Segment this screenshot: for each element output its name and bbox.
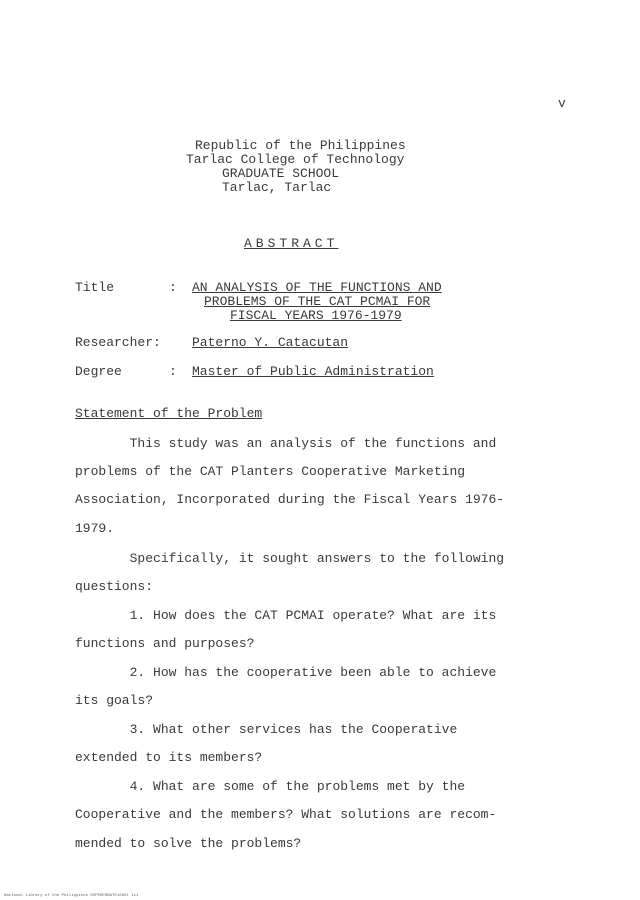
title-value-line-1: AN ANALYSIS OF THE FUNCTIONS AND	[192, 280, 442, 295]
body-line: 1979.	[75, 521, 115, 536]
body-line: Cooperative and the members? What solutions are recom-	[75, 807, 497, 822]
title-colon: :	[169, 280, 177, 295]
body-line: mended to solve the problems?	[75, 836, 302, 851]
researcher-value: Paterno Y. Catacutan	[192, 335, 349, 350]
section-title: Statement of the Problem	[75, 406, 263, 421]
header-line-2: Tarlac College of Technology	[186, 152, 405, 167]
degree-label: Degree	[75, 364, 122, 379]
researcher-label: Researcher:	[75, 335, 161, 350]
header-line-3: GRADUATE SCHOOL	[222, 166, 340, 181]
body-line: 2. How has the cooperative been able to achieve	[75, 665, 497, 680]
body-line: 1. How does the CAT PCMAI operate? What are its	[75, 608, 497, 623]
degree-value: Master of Public Administration	[192, 364, 434, 379]
abstract-heading: ABSTRACT	[244, 236, 339, 251]
title-value-line-2: PROBLEMS OF THE CAT PCMAI FOR	[204, 294, 431, 309]
footer-text: National Library of the Philippines ROPERERBATE10801 iii	[4, 894, 139, 898]
title-label: Title	[75, 280, 115, 295]
header-line-1: Republic of the Philippines	[195, 138, 406, 153]
degree-colon: :	[169, 364, 177, 379]
body-line: Association, Incorporated during the Fiscal Years 1976-	[75, 492, 505, 507]
body-line: its goals?	[75, 693, 154, 708]
body-line: extended to its members?	[75, 750, 263, 765]
body-line: Specifically, it sought answers to the following	[75, 551, 505, 566]
body-line: This study was an analysis of the functions and	[75, 436, 497, 451]
title-value-line-3: FISCAL YEARS 1976-1979	[230, 308, 402, 323]
body-line: 3. What other services has the Cooperative	[75, 722, 458, 737]
body-line: 4. What are some of the problems met by the	[75, 779, 466, 794]
body-line: functions and purposes?	[75, 636, 255, 651]
header-line-4: Tarlac, Tarlac	[222, 180, 332, 195]
body-line: problems of the CAT Planters Cooperative Marketing	[75, 464, 466, 479]
body-line: questions:	[75, 579, 154, 594]
page-number: v	[558, 96, 566, 111]
